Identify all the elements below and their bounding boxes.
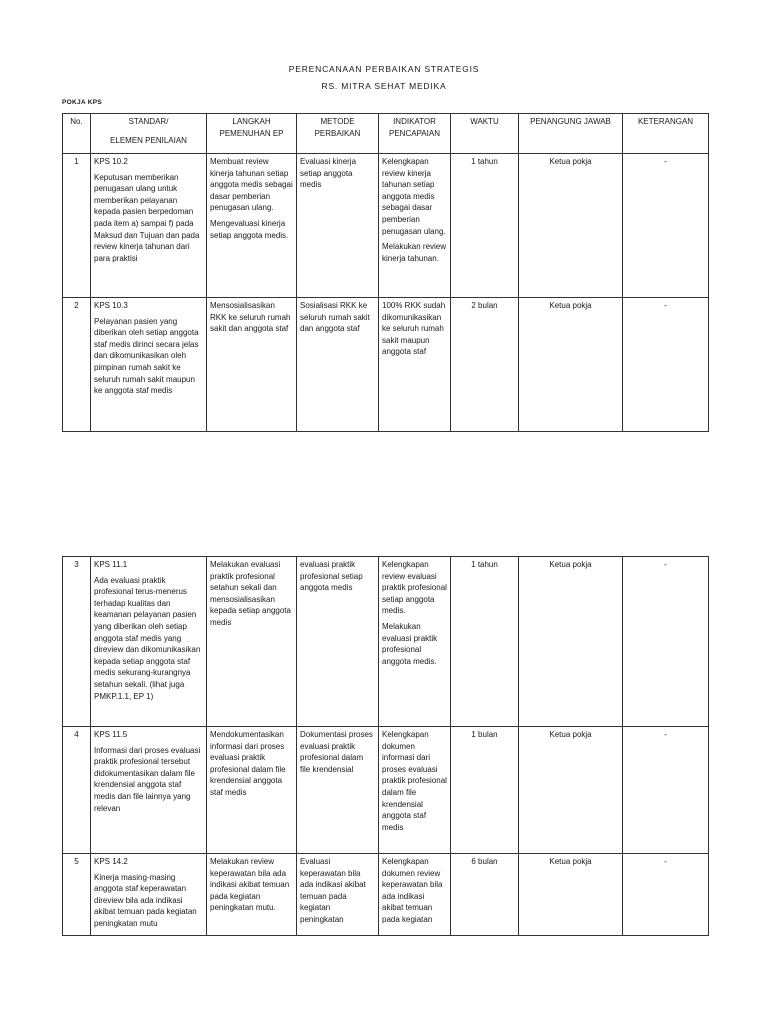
- header-langkah: LANGKAH PEMENUHAN EP: [207, 114, 297, 154]
- standar-cell: [91, 154, 207, 298]
- metode-cell: Sosialisasi RKK ke seluruh rumah sakit dan anggota staf: [297, 298, 379, 432]
- waktu-cell: 1 tahun: [451, 557, 519, 727]
- standar-code: KPS 11.5: [94, 730, 128, 739]
- plan-table-page-1: [62, 113, 709, 432]
- indikator-text-2: Melakukan review kinerja tahunan.: [382, 242, 447, 263]
- metode-cell: Evaluasi keperawatan bila ada indikasi akibat temuan pada kegiatan peningkatan: [297, 854, 379, 936]
- standar-description: Keputusan memberikan penugasan ulang untuk memberikan pelayanan kepada pasien berpedoman pada item a) sampai f) pada Maksud dan Tujuan dan pada review kinerja tahunan dari para praktisi: [94, 172, 200, 263]
- hospital-name: RS. MITRA SEHAT MEDIKA: [321, 81, 447, 91]
- standar-code: KPS 11.1: [94, 560, 128, 569]
- indikator-text: Kelengkapan review evaluasi praktik profesional setiap anggota medis.: [382, 560, 447, 616]
- metode-cell: Dokumentasi proses evaluasi praktik profesional dalam file krendensial: [297, 727, 379, 854]
- table-row: [63, 557, 709, 727]
- row-number: 5: [63, 854, 91, 936]
- indikator-cell: [379, 154, 451, 298]
- metode-cell: evaluasi praktik profesional setiap anggota medis: [297, 557, 379, 727]
- standar-code: KPS 10.3: [94, 301, 128, 310]
- keterangan-cell: -: [623, 727, 709, 854]
- waktu-cell: 6 bulan: [451, 854, 519, 936]
- pokja-label: POKJA KPS: [62, 99, 103, 106]
- pj-cell: Ketua pokja: [519, 727, 623, 854]
- standar-description: Kinerja masing-masing anggota staf keperawatan direview bila ada indikasi akibat temuan pada kegiatan peningkatan mutu: [94, 872, 197, 928]
- indikator-cell: Kelengkapan dokumen review keperawatan bila ada indikasi akibat temuan pada kegiatan: [379, 854, 451, 936]
- waktu-cell: 1 bulan: [451, 727, 519, 854]
- header-waktu: WAKTU: [451, 114, 519, 154]
- standar-description: Ada evaluasi praktik profesional terus-menerus terhadap kualitas dan keamanan pelayanan pasien yang diberikan oleh setiap anggota staf medis yang direview dan dikomunikasikan kepada setiap anggota staf medis sekurang-kurangnya setahun sekali. (lihat juga PMKP.1.1, EP 1): [94, 575, 201, 701]
- standar-cell: [91, 854, 207, 936]
- pj-cell: Ketua pokja: [519, 154, 623, 298]
- standar-description: Informasi dari proses evaluasi praktik profesional tersebut didokumentasikan dalam file krendensial anggota staf medis dan file lainnya yang relevan: [94, 745, 201, 813]
- table-row: [63, 298, 709, 432]
- langkah-text: Membuat review kinerja tahunan setiap anggota medis sebagai dasar pemberian penugasan ulang.: [210, 157, 293, 213]
- standar-code: KPS 10.2: [94, 157, 128, 166]
- pj-cell: Ketua pokja: [519, 298, 623, 432]
- plan-table-page-2: [62, 556, 709, 936]
- keterangan-cell: -: [623, 154, 709, 298]
- indikator-cell: Kelengkapan dokumen informasi dari proses evaluasi praktik profesional dalam file krendensial anggota staf medis: [379, 727, 451, 854]
- header-indikator: INDIKATOR PENCAPAIAN: [379, 114, 451, 154]
- keterangan-cell: -: [623, 854, 709, 936]
- langkah-cell: [207, 154, 297, 298]
- header-penanggung-jawab: PENANGUNG JAWAB: [519, 114, 623, 154]
- langkah-cell: Melakukan evaluasi praktik profesional setahun sekali dan mensosialisasikan kepada setiap anggota medis: [207, 557, 297, 727]
- indikator-text-2: Melakukan evaluasi praktik profesional anggota medis.: [382, 621, 438, 666]
- table-row: [63, 154, 709, 298]
- header-metode: METODE PERBAIKAN: [297, 114, 379, 154]
- table-row: [63, 854, 709, 936]
- table-header-row: [63, 114, 709, 154]
- waktu-cell: 2 bulan: [451, 298, 519, 432]
- keterangan-cell: -: [623, 298, 709, 432]
- document-title: PERENCANAAN PERBAIKAN STRATEGIS: [288, 64, 480, 74]
- row-number: 4: [63, 727, 91, 854]
- indikator-cell: [379, 557, 451, 727]
- langkah-cell: Mendokumentasikan informasi dari proses evaluasi praktik profesional dalam file krendensial anggota staf medis: [207, 727, 297, 854]
- header-keterangan: KETERANGAN: [623, 114, 709, 154]
- table-row: [63, 727, 709, 854]
- standar-cell: [91, 557, 207, 727]
- metode-cell: Evaluasi kinerja setiap anggota medis: [297, 154, 379, 298]
- row-number: 3: [63, 557, 91, 727]
- langkah-cell: Melakukan review keperawatan bila ada indikasi akibat temuan pada kegiatan peningkatan mutu.: [207, 854, 297, 936]
- header-standar: STANDAR/ ELEMEN PENILAIAN: [91, 114, 207, 154]
- waktu-cell: 1 tahun: [451, 154, 519, 298]
- keterangan-cell: -: [623, 557, 709, 727]
- standar-description: Pelayanan pasien yang diberikan oleh setiap anggota staf medis dirinci secara jelas dan dikomunikasikan oleh pimpinan rumah sakit ke seluruh rumah sakit maupun ke anggota staf medis: [94, 316, 199, 396]
- langkah-text-2: Mengevaluasi kinerja setiap anggota medis.: [210, 218, 289, 240]
- row-number: 2: [63, 298, 91, 432]
- row-number: 1: [63, 154, 91, 298]
- indikator-text: Kelengkapan review kinerja tahunan setiap anggota medis sebagai dasar pemberian penugasan ulang.: [382, 157, 446, 236]
- pj-cell: Ketua pokja: [519, 557, 623, 727]
- pj-cell: Ketua pokja: [519, 854, 623, 936]
- standar-code: KPS 14.2: [94, 857, 128, 866]
- langkah-cell: Mensosialisasikan RKK ke seluruh rumah sakit dan anggota staf: [207, 298, 297, 432]
- header-no: No.: [63, 114, 91, 154]
- standar-cell: [91, 298, 207, 432]
- standar-cell: [91, 727, 207, 854]
- indikator-cell: 100% RKK sudah dikomunikasikan ke seluruh rumah sakit maupun anggota staf: [379, 298, 451, 432]
